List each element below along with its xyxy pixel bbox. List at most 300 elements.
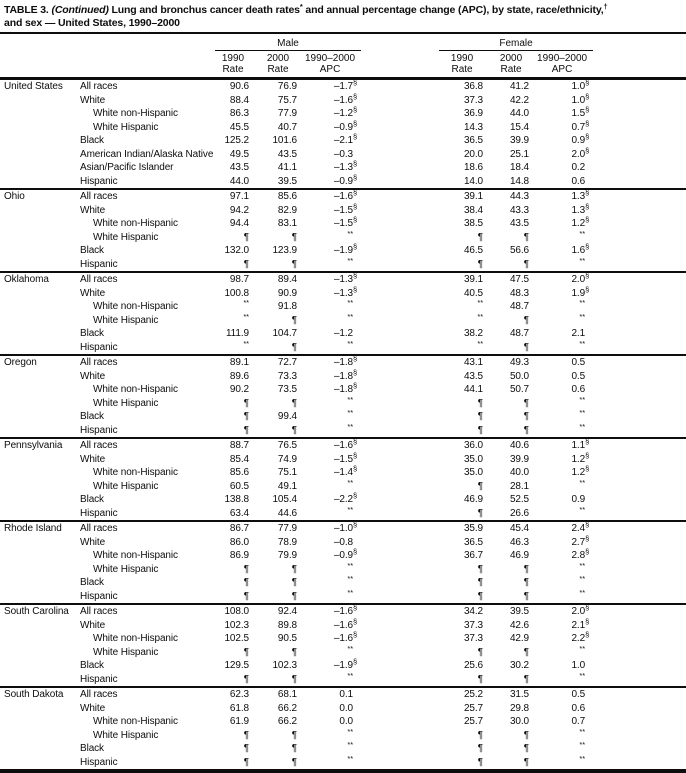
row-filler <box>593 107 686 121</box>
female-apc-cell: 2.0§ <box>571 145 590 160</box>
race-label: Hispanic <box>80 175 118 187</box>
row-filler <box>593 466 686 480</box>
row-filler <box>593 590 686 605</box>
group-gap <box>361 231 439 245</box>
race-label: All races <box>80 438 215 453</box>
female-apc-cell: ** <box>579 228 586 238</box>
female-2000-rate-cell: 48.7 <box>509 328 530 339</box>
female-1990-rate-cell: ** <box>477 338 484 348</box>
female-apc-cell: 0.5 <box>537 355 593 370</box>
table-head <box>0 33 686 79</box>
female-1990-rate-cell: 36.9 <box>463 108 484 119</box>
male-2000-rate-cell: 43.5 <box>277 148 297 160</box>
male-2000-rate-cell: 68.1 <box>257 687 305 702</box>
male-2000-rate-cell: 66.2 <box>277 716 297 727</box>
male-apc-cell: 0.1 <box>305 687 361 702</box>
header-spacer <box>0 33 215 51</box>
group-gap <box>361 327 439 341</box>
race-label: Black <box>80 660 104 671</box>
female-apc-cell: 2.1§ <box>571 616 590 631</box>
state-label <box>0 480 80 494</box>
female-2000-rate-cell: 18.4 <box>509 162 530 173</box>
race-label: White non-Hispanic <box>93 301 178 312</box>
female-apc-cell: 0.5 <box>571 370 586 382</box>
male-2000-rate-cell: 102.3 <box>272 660 297 671</box>
state-label <box>0 204 80 218</box>
female-1990-rate-cell: ¶ <box>477 743 484 754</box>
male-1990-rate-cell: ¶ <box>243 646 249 658</box>
table-row <box>0 507 686 522</box>
male-1990-rate-cell: ¶ <box>243 729 249 741</box>
male-1990-rate-cell: 97.1 <box>215 189 257 204</box>
female-1990-rate-cell: ¶ <box>477 424 484 436</box>
male-2000-rate-cell: ¶ <box>291 743 297 754</box>
race-label: White Hispanic <box>93 314 159 326</box>
group-gap <box>361 189 439 204</box>
female-1990-rate-cell: 25.7 <box>463 702 484 714</box>
female-apc-cell: ** <box>579 504 586 514</box>
row-filler <box>593 521 686 536</box>
group-gap <box>361 715 439 729</box>
state-label <box>0 590 80 605</box>
race-label: White <box>80 619 106 631</box>
group-gap <box>361 576 439 590</box>
male-apc-cell: –1.5§ <box>333 201 358 216</box>
race-label: White non-Hispanic <box>93 467 178 478</box>
row-filler <box>593 424 686 439</box>
male-1990-rate-cell: 138.8 <box>224 494 249 505</box>
row-filler <box>593 217 686 231</box>
male-2000-rate-cell: 99.4 <box>277 411 297 422</box>
female-1990-rate-cell: 36.7 <box>463 550 484 561</box>
row-filler <box>593 327 686 341</box>
race-label: White non-Hispanic <box>93 218 178 229</box>
race-label: White Hispanic <box>93 397 159 409</box>
male-1990-rate-cell: 86.0 <box>229 536 249 548</box>
male-2000-rate-header: 2000 Rate <box>257 51 305 79</box>
female-2000-rate-cell: 26.6 <box>509 507 530 519</box>
female-apc-cell: ** <box>579 255 586 265</box>
group-gap <box>361 729 439 743</box>
male-2000-rate-cell: 123.9 <box>272 245 297 256</box>
male-2000-rate-cell: 82.9 <box>277 204 297 216</box>
race-label: White Hispanic <box>93 480 159 492</box>
female-apc-cell: ** <box>579 740 586 750</box>
header-spacer <box>0 51 80 79</box>
male-2000-rate-cell: ¶ <box>291 673 297 685</box>
female-2000-rate-cell: ¶ <box>523 577 530 588</box>
race-label: Black <box>80 743 104 754</box>
row-filler <box>593 94 686 108</box>
female-1990-rate-cell: ** <box>477 298 484 308</box>
female-2000-rate-cell: ¶ <box>523 646 530 658</box>
male-1990-rate-cell: ¶ <box>243 411 249 422</box>
column-header-row <box>0 51 686 79</box>
male-2000-rate-cell: 41.1 <box>277 162 297 173</box>
male-apc-cell: –1.8§ <box>305 355 361 370</box>
female-1990-rate-cell: 38.4 <box>463 204 484 216</box>
female-2000-rate-cell: 30.2 <box>509 660 530 671</box>
male-2000-rate-cell: 75.1 <box>277 467 297 478</box>
male-2000-rate-cell: 72.7 <box>257 355 305 370</box>
table-row <box>0 453 686 467</box>
female-1990-rate-cell: ¶ <box>477 507 484 519</box>
group-gap <box>361 590 439 605</box>
male-1990-rate-cell: 90.2 <box>229 384 249 395</box>
female-apc-cell: 1.6§ <box>571 242 590 256</box>
male-apc-cell: ** <box>347 740 354 750</box>
male-1990-rate-header: 1990 Rate <box>215 51 257 79</box>
male-apc-cell: ** <box>347 228 354 238</box>
female-2000-rate-cell: 49.3 <box>491 355 537 370</box>
male-apc-cell: –1.2 <box>333 328 354 339</box>
female-2000-rate-cell: 43.3 <box>509 204 530 216</box>
female-2000-rate-cell: ¶ <box>523 756 530 768</box>
group-gap <box>361 134 439 148</box>
row-filler <box>593 314 686 328</box>
race-label: All races <box>80 81 118 92</box>
race-label: Hispanic <box>80 341 118 353</box>
group-gap <box>361 673 439 688</box>
male-apc-cell: –0.3 <box>333 148 354 160</box>
state-label: Pennsylvania <box>0 438 80 453</box>
group-gap <box>361 466 439 480</box>
female-2000-rate-cell: ¶ <box>523 563 530 575</box>
female-apc-cell: 0.6 <box>571 175 586 187</box>
female-1990-rate-cell: 36.5 <box>463 135 484 146</box>
male-2000-rate-cell: 76.9 <box>277 81 297 92</box>
female-apc-cell: 2.0§ <box>537 272 593 287</box>
male-apc-cell: –1.6§ <box>305 438 361 453</box>
female-1990-rate-cell: 36.8 <box>463 81 484 92</box>
male-apc-cell: –1.0§ <box>305 521 361 536</box>
female-apc-cell: ** <box>579 670 586 680</box>
row-filler <box>593 576 686 590</box>
female-1990-rate-cell: ** <box>477 311 484 321</box>
race-label: White <box>80 536 106 548</box>
male-1990-rate-cell: 98.7 <box>215 272 257 287</box>
group-gap <box>361 94 439 108</box>
female-apc-cell: ** <box>579 726 586 736</box>
female-2000-rate-cell: 14.8 <box>509 175 530 187</box>
race-label: White non-Hispanic <box>93 633 178 644</box>
group-gap <box>361 521 439 536</box>
male-apc-cell: –0.9§ <box>333 172 358 187</box>
group-gap <box>361 175 439 190</box>
female-2000-rate-cell: ¶ <box>523 673 530 685</box>
table-row <box>0 231 686 245</box>
female-2000-rate-cell: 56.6 <box>509 245 530 256</box>
race-label: White non-Hispanic <box>93 108 178 119</box>
table-row <box>0 536 686 550</box>
state-label <box>0 646 80 660</box>
state-label: Oregon <box>0 355 80 370</box>
header-spacer <box>593 33 686 51</box>
male-2000-rate-cell: ¶ <box>291 424 297 436</box>
male-1990-rate-cell: 132.0 <box>224 245 249 256</box>
male-2000-rate-cell: ¶ <box>291 756 297 768</box>
state-label <box>0 314 80 328</box>
male-1990-rate-cell: 89.1 <box>215 355 257 370</box>
male-apc-cell: –1.8§ <box>333 367 358 382</box>
group-gap <box>361 314 439 328</box>
row-filler <box>593 646 686 660</box>
row-filler <box>593 175 686 190</box>
group-gap <box>361 258 439 273</box>
state-label <box>0 94 80 108</box>
female-apc-cell: ** <box>579 560 586 570</box>
race-label: All races <box>80 687 215 702</box>
male-apc-cell: –1.3§ <box>305 272 361 287</box>
female-2000-rate-cell: 31.5 <box>491 687 537 702</box>
state-label <box>0 619 80 633</box>
state-label <box>0 258 80 273</box>
male-2000-rate-cell: ¶ <box>291 729 297 741</box>
row-filler <box>593 79 686 94</box>
group-gap <box>361 702 439 716</box>
group-gap <box>361 507 439 522</box>
female-apc-cell: 1.2§ <box>571 450 590 465</box>
female-apc-cell: ** <box>579 394 586 404</box>
female-apc-cell: ** <box>579 643 586 653</box>
male-apc-cell: ** <box>347 643 354 653</box>
group-gap <box>361 397 439 411</box>
female-1990-rate-cell: 43.1 <box>439 355 491 370</box>
male-2000-rate-cell: 73.3 <box>277 370 297 382</box>
female-2000-rate-cell: 29.8 <box>509 702 530 714</box>
table-row <box>0 619 686 633</box>
race-label: White Hispanic <box>93 231 159 243</box>
female-2000-rate-cell: ¶ <box>523 729 530 741</box>
female-2000-rate-cell: 48.3 <box>509 287 530 299</box>
race-label: American Indian/Alaska Native <box>80 148 214 160</box>
female-2000-rate-cell: 43.5 <box>509 218 530 229</box>
male-apc-cell: –1.6§ <box>333 91 358 106</box>
group-gap <box>361 161 439 175</box>
male-apc-cell: –1.6§ <box>305 604 361 619</box>
female-apc-cell: 1.0§ <box>571 78 590 92</box>
female-1990-rate-cell: 39.1 <box>439 272 491 287</box>
state-label <box>0 327 80 341</box>
female-1990-rate-cell: 38.2 <box>463 328 484 339</box>
male-2000-rate-cell: 89.4 <box>257 272 305 287</box>
state-label <box>0 287 80 301</box>
table-row <box>0 438 686 453</box>
state-label <box>0 729 80 743</box>
female-apc-cell: 2.4§ <box>537 521 593 536</box>
row-filler <box>593 673 686 688</box>
female-apc-cell: 0.7 <box>571 716 586 727</box>
state-label <box>0 715 80 729</box>
row-filler <box>593 715 686 729</box>
male-apc-cell: ** <box>347 394 354 404</box>
state-label: Ohio <box>0 189 80 204</box>
female-1990-rate-cell: 38.5 <box>463 218 484 229</box>
male-2000-rate-cell: 85.6 <box>257 189 305 204</box>
table-row <box>0 341 686 356</box>
row-filler <box>593 231 686 245</box>
table-row <box>0 175 686 190</box>
female-2000-rate-cell: 42.9 <box>509 633 530 644</box>
male-2000-rate-cell: ¶ <box>291 646 297 658</box>
table-number: TABLE 3. <box>4 4 49 16</box>
table-row <box>0 258 686 273</box>
male-2000-rate-cell: ¶ <box>291 231 297 243</box>
table-row <box>0 646 686 660</box>
female-apc-cell: 2.8§ <box>571 547 590 561</box>
female-1990-rate-cell: 25.2 <box>439 687 491 702</box>
female-group-label: Female <box>439 33 593 51</box>
race-label: White <box>80 702 106 714</box>
race-label: All races <box>80 355 215 370</box>
row-filler <box>593 134 686 148</box>
row-filler <box>593 287 686 301</box>
group-gap <box>361 604 439 619</box>
table-row <box>0 590 686 605</box>
male-apc-cell: ** <box>347 670 354 680</box>
table-row <box>0 161 686 175</box>
male-1990-rate-cell: ¶ <box>243 424 249 436</box>
row-filler <box>593 410 686 424</box>
female-2000-rate-cell: 39.5 <box>491 604 537 619</box>
male-apc-cell: ** <box>347 726 354 736</box>
row-filler <box>593 729 686 743</box>
male-apc-cell: –1.4§ <box>333 464 358 478</box>
male-2000-rate-cell: 89.8 <box>277 619 297 631</box>
female-2000-rate-cell: ¶ <box>523 314 530 326</box>
race-label: All races <box>80 189 215 204</box>
female-2000-rate-cell: 46.3 <box>509 536 530 548</box>
female-2000-rate-cell: 47.5 <box>491 272 537 287</box>
row-filler <box>593 204 686 218</box>
male-1990-rate-cell: 88.4 <box>229 94 249 106</box>
female-2000-rate-cell: 25.1 <box>509 148 530 160</box>
row-filler <box>593 507 686 522</box>
male-1990-rate-cell: 100.8 <box>224 287 249 299</box>
male-apc-cell: ** <box>347 408 354 418</box>
row-filler <box>593 659 686 673</box>
male-2000-rate-cell: 83.1 <box>277 218 297 229</box>
group-gap <box>361 217 439 231</box>
male-2000-rate-cell: 40.7 <box>277 121 297 133</box>
male-2000-rate-cell: 101.6 <box>272 135 297 146</box>
row-filler <box>593 536 686 550</box>
table-row <box>0 79 686 94</box>
female-1990-rate-cell: ¶ <box>477 411 484 422</box>
female-2000-rate-cell: 41.2 <box>509 81 530 92</box>
female-apc-cell: ** <box>579 587 586 597</box>
male-apc-cell: –0.9§ <box>333 118 358 133</box>
female-2000-rate-cell: 30.0 <box>509 716 530 727</box>
male-apc-cell: –1.8§ <box>333 381 358 395</box>
race-label: White <box>80 453 106 465</box>
female-1990-rate-cell: ¶ <box>477 646 484 658</box>
female-1990-rate-cell: ¶ <box>477 577 484 588</box>
female-apc-cell: ** <box>579 421 586 431</box>
male-1990-rate-cell: ** <box>243 298 249 308</box>
race-label: Black <box>80 245 104 256</box>
female-2000-rate-cell: ¶ <box>523 341 530 353</box>
male-1990-rate-cell: 102.3 <box>224 619 249 631</box>
race-label: Black <box>80 328 104 339</box>
race-label: Hispanic <box>80 507 118 519</box>
male-apc-cell: ** <box>347 560 354 570</box>
race-label: Hispanic <box>80 756 118 768</box>
female-2000-rate-cell: 39.9 <box>509 453 530 465</box>
female-apc-cell: 1.3§ <box>537 189 593 204</box>
male-apc-cell: –1.6§ <box>333 616 358 631</box>
female-1990-rate-cell: 43.5 <box>463 370 484 382</box>
state-label <box>0 383 80 397</box>
female-apc-cell: 1.9§ <box>571 284 590 299</box>
state-label <box>0 410 80 424</box>
female-apc-cell: 1.1§ <box>537 438 593 453</box>
row-filler <box>593 563 686 577</box>
female-2000-rate-cell: 46.9 <box>509 550 530 561</box>
female-1990-rate-cell: 37.3 <box>463 633 484 644</box>
female-2000-rate-cell: ¶ <box>523 424 530 436</box>
male-apc-cell: –2.1§ <box>333 132 358 146</box>
row-filler <box>593 272 686 287</box>
state-label <box>0 453 80 467</box>
female-apc-cell: 2.1 <box>571 328 586 339</box>
male-1990-rate-cell: ¶ <box>243 673 249 685</box>
male-1990-rate-cell: 86.3 <box>229 108 249 119</box>
male-2000-rate-cell: 77.9 <box>257 521 305 536</box>
group-gap <box>361 563 439 577</box>
male-apc-cell: –1.5§ <box>333 215 358 229</box>
male-apc-cell: –2.2§ <box>333 491 358 505</box>
male-group-label: Male <box>215 33 361 51</box>
female-1990-rate-cell: 46.5 <box>463 245 484 256</box>
female-1990-rate-cell: 39.1 <box>439 189 491 204</box>
group-gap <box>361 107 439 121</box>
table-row <box>0 370 686 384</box>
race-label: White Hispanic <box>93 729 159 741</box>
sex-group-row <box>0 33 686 51</box>
state-label: Oklahoma <box>0 272 80 287</box>
group-gap <box>361 204 439 218</box>
state-label <box>0 632 80 646</box>
table-row <box>0 424 686 439</box>
female-1990-rate-cell: ¶ <box>477 397 484 409</box>
row-filler <box>593 493 686 507</box>
female-2000-rate-cell: 44.3 <box>491 189 537 204</box>
row-filler <box>593 619 686 633</box>
male-1990-rate-cell: 88.7 <box>215 438 257 453</box>
male-apc-cell: ** <box>347 477 354 487</box>
female-2000-rate-cell: 50.0 <box>509 370 530 382</box>
state-label <box>0 466 80 480</box>
female-apc-cell: ** <box>579 338 586 348</box>
female-apc-cell: ** <box>579 408 586 418</box>
row-filler <box>593 148 686 162</box>
male-apc-cell: –1.7§ <box>333 78 358 92</box>
race-label: White Hispanic <box>93 121 159 133</box>
race-label: Black <box>80 577 104 588</box>
header-spacer <box>80 51 215 79</box>
male-apc-cell: ** <box>347 338 354 348</box>
male-apc-cell: –1.3§ <box>333 284 358 299</box>
row-filler <box>593 687 686 702</box>
race-label: All races <box>80 272 215 287</box>
male-2000-rate-cell: ¶ <box>291 577 297 588</box>
female-1990-rate-cell: ¶ <box>477 480 484 492</box>
female-2000-rate-cell: 28.1 <box>509 480 530 492</box>
male-apc-cell: ** <box>347 255 354 265</box>
group-gap <box>361 438 439 453</box>
male-apc-cell: ** <box>347 753 354 763</box>
